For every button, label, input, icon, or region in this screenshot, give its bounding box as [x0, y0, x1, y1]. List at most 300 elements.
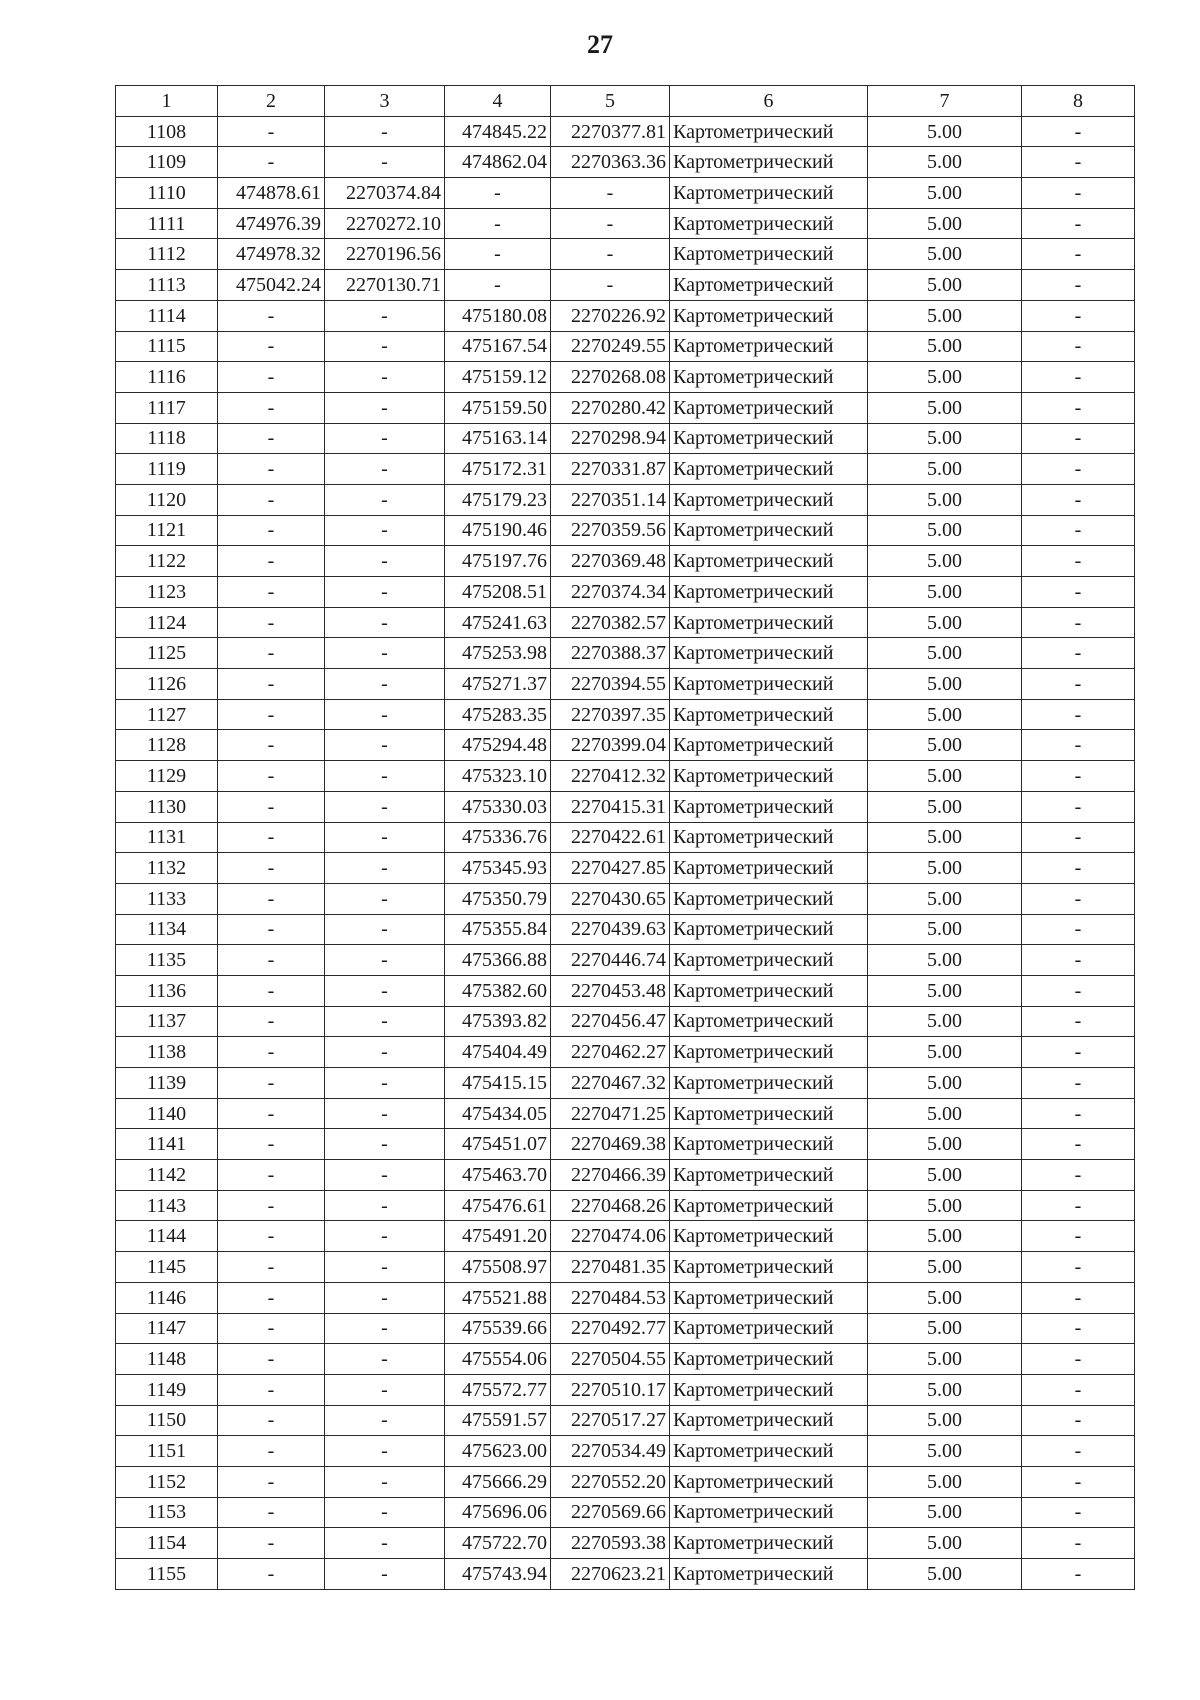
old-y-cell: -: [325, 607, 445, 638]
header-col-5: 5: [551, 86, 670, 117]
old-x-cell: -: [218, 761, 325, 792]
header-col-1: 1: [116, 86, 218, 117]
accuracy-cell: 5.00: [868, 975, 1022, 1006]
new-x-cell: 475521.88: [445, 1282, 551, 1313]
new-y-cell: 2270504.55: [551, 1344, 670, 1375]
table-row: [116, 208, 1135, 239]
old-y-cell: -: [325, 883, 445, 914]
table-row: [116, 392, 1135, 423]
point-number-cell: 1117: [116, 392, 218, 423]
new-x-cell: 475508.97: [445, 1252, 551, 1283]
description-cell: -: [1022, 515, 1135, 546]
new-y-cell: 2270268.08: [551, 362, 670, 393]
new-x-cell: -: [445, 178, 551, 209]
table-row: [116, 1528, 1135, 1559]
old-y-cell: -: [325, 577, 445, 608]
new-y-cell: 2270462.27: [551, 1037, 670, 1068]
old-x-cell: -: [218, 1313, 325, 1344]
old-y-cell: -: [325, 515, 445, 546]
description-cell: -: [1022, 1098, 1135, 1129]
old-y-cell: -: [325, 1313, 445, 1344]
old-y-cell: -: [325, 1190, 445, 1221]
table-row: [116, 914, 1135, 945]
accuracy-cell: 5.00: [868, 392, 1022, 423]
table-row: [116, 484, 1135, 515]
description-cell: -: [1022, 791, 1135, 822]
old-x-cell: -: [218, 116, 325, 147]
point-number-cell: 1127: [116, 699, 218, 730]
method-cell: Картометрический: [670, 392, 868, 423]
new-x-cell: 475491.20: [445, 1221, 551, 1252]
description-cell: -: [1022, 239, 1135, 270]
point-number-cell: 1154: [116, 1528, 218, 1559]
point-number-cell: 1116: [116, 362, 218, 393]
method-cell: Картометрический: [670, 853, 868, 884]
method-cell: Картометрический: [670, 761, 868, 792]
method-cell: Картометрический: [670, 638, 868, 669]
table-row: [116, 791, 1135, 822]
table-row: [116, 1559, 1135, 1590]
table-row: [116, 1466, 1135, 1497]
point-number-cell: 1149: [116, 1374, 218, 1405]
description-cell: -: [1022, 1129, 1135, 1160]
old-y-cell: -: [325, 1374, 445, 1405]
new-y-cell: 2270517.27: [551, 1405, 670, 1436]
description-cell: -: [1022, 730, 1135, 761]
accuracy-cell: 5.00: [868, 1190, 1022, 1221]
old-y-cell: -: [325, 331, 445, 362]
point-number-cell: 1129: [116, 761, 218, 792]
point-number-cell: 1133: [116, 883, 218, 914]
description-cell: -: [1022, 1497, 1135, 1528]
old-x-cell: -: [218, 1344, 325, 1375]
point-number-cell: 1113: [116, 270, 218, 301]
new-y-cell: 2270249.55: [551, 331, 670, 362]
new-x-cell: 475539.66: [445, 1313, 551, 1344]
accuracy-cell: 5.00: [868, 1436, 1022, 1467]
new-y-cell: 2270427.85: [551, 853, 670, 884]
accuracy-cell: 5.00: [868, 1006, 1022, 1037]
new-x-cell: 475722.70: [445, 1528, 551, 1559]
description-cell: -: [1022, 1190, 1135, 1221]
new-x-cell: 475591.57: [445, 1405, 551, 1436]
accuracy-cell: 5.00: [868, 577, 1022, 608]
accuracy-cell: 5.00: [868, 607, 1022, 638]
new-x-cell: 475253.98: [445, 638, 551, 669]
table-row: [116, 1037, 1135, 1068]
new-x-cell: 475463.70: [445, 1160, 551, 1191]
method-cell: Картометрический: [670, 669, 868, 700]
coordinates-table: [115, 85, 1135, 1590]
old-y-cell: -: [325, 147, 445, 178]
accuracy-cell: 5.00: [868, 914, 1022, 945]
new-y-cell: 2270469.38: [551, 1129, 670, 1160]
new-y-cell: 2270359.56: [551, 515, 670, 546]
table-row: [116, 270, 1135, 301]
new-x-cell: 475180.08: [445, 300, 551, 331]
old-y-cell: -: [325, 699, 445, 730]
old-x-cell: -: [218, 1252, 325, 1283]
table-row: [116, 239, 1135, 270]
accuracy-cell: 5.00: [868, 730, 1022, 761]
table-row: [116, 1405, 1135, 1436]
old-y-cell: -: [325, 1068, 445, 1099]
accuracy-cell: 5.00: [868, 1129, 1022, 1160]
new-x-cell: 475572.77: [445, 1374, 551, 1405]
new-y-cell: 2270474.06: [551, 1221, 670, 1252]
table-row: [116, 1160, 1135, 1191]
description-cell: -: [1022, 822, 1135, 853]
point-number-cell: 1108: [116, 116, 218, 147]
old-y-cell: -: [325, 730, 445, 761]
table-row: [116, 178, 1135, 209]
description-cell: -: [1022, 392, 1135, 423]
old-y-cell: -: [325, 853, 445, 884]
table-row: [116, 1374, 1135, 1405]
old-x-cell: 475042.24: [218, 270, 325, 301]
old-y-cell: -: [325, 1037, 445, 1068]
description-cell: -: [1022, 1436, 1135, 1467]
method-cell: Картометрический: [670, 1068, 868, 1099]
new-x-cell: 475382.60: [445, 975, 551, 1006]
method-cell: Картометрический: [670, 1344, 868, 1375]
point-number-cell: 1139: [116, 1068, 218, 1099]
new-x-cell: 475476.61: [445, 1190, 551, 1221]
accuracy-cell: 5.00: [868, 546, 1022, 577]
new-x-cell: 475179.23: [445, 484, 551, 515]
old-x-cell: -: [218, 1282, 325, 1313]
old-x-cell: -: [218, 1374, 325, 1405]
new-y-cell: 2270466.39: [551, 1160, 670, 1191]
new-x-cell: 475163.14: [445, 423, 551, 454]
description-cell: -: [1022, 116, 1135, 147]
description-cell: -: [1022, 853, 1135, 884]
old-x-cell: -: [218, 454, 325, 485]
new-x-cell: 475172.31: [445, 454, 551, 485]
new-y-cell: 2270623.21: [551, 1559, 670, 1590]
new-x-cell: 475666.29: [445, 1466, 551, 1497]
new-y-cell: 2270412.32: [551, 761, 670, 792]
old-x-cell: -: [218, 577, 325, 608]
new-x-cell: 474862.04: [445, 147, 551, 178]
new-y-cell: -: [551, 208, 670, 239]
new-y-cell: 2270369.48: [551, 546, 670, 577]
table-row: [116, 669, 1135, 700]
new-y-cell: 2270351.14: [551, 484, 670, 515]
old-x-cell: -: [218, 1528, 325, 1559]
new-y-cell: 2270280.42: [551, 392, 670, 423]
new-x-cell: 475554.06: [445, 1344, 551, 1375]
old-y-cell: -: [325, 1160, 445, 1191]
new-x-cell: 475283.35: [445, 699, 551, 730]
description-cell: -: [1022, 484, 1135, 515]
method-cell: Картометрический: [670, 515, 868, 546]
old-y-cell: -: [325, 300, 445, 331]
method-cell: Картометрический: [670, 1190, 868, 1221]
description-cell: -: [1022, 1344, 1135, 1375]
old-x-cell: -: [218, 730, 325, 761]
point-number-cell: 1145: [116, 1252, 218, 1283]
accuracy-cell: 5.00: [868, 454, 1022, 485]
header-col-6: 6: [670, 86, 868, 117]
table-body: [116, 116, 1135, 1589]
old-x-cell: -: [218, 1068, 325, 1099]
old-y-cell: -: [325, 1221, 445, 1252]
old-x-cell: -: [218, 853, 325, 884]
old-y-cell: -: [325, 945, 445, 976]
accuracy-cell: 5.00: [868, 699, 1022, 730]
description-cell: -: [1022, 300, 1135, 331]
accuracy-cell: 5.00: [868, 1252, 1022, 1283]
new-x-cell: 475404.49: [445, 1037, 551, 1068]
point-number-cell: 1124: [116, 607, 218, 638]
old-y-cell: -: [325, 761, 445, 792]
accuracy-cell: 5.00: [868, 945, 1022, 976]
method-cell: Картометрический: [670, 975, 868, 1006]
new-y-cell: 2270374.34: [551, 577, 670, 608]
old-x-cell: -: [218, 975, 325, 1006]
method-cell: Картометрический: [670, 914, 868, 945]
accuracy-cell: 5.00: [868, 116, 1022, 147]
point-number-cell: 1112: [116, 239, 218, 270]
method-cell: Картометрический: [670, 1221, 868, 1252]
old-y-cell: -: [325, 822, 445, 853]
point-number-cell: 1143: [116, 1190, 218, 1221]
point-number-cell: 1122: [116, 546, 218, 577]
new-x-cell: 475159.12: [445, 362, 551, 393]
table-row: [116, 1068, 1135, 1099]
method-cell: Картометрический: [670, 1129, 868, 1160]
point-number-cell: 1126: [116, 669, 218, 700]
accuracy-cell: 5.00: [868, 208, 1022, 239]
old-y-cell: -: [325, 1466, 445, 1497]
accuracy-cell: 5.00: [868, 147, 1022, 178]
new-y-cell: 2270569.66: [551, 1497, 670, 1528]
old-y-cell: -: [325, 1436, 445, 1467]
description-cell: -: [1022, 147, 1135, 178]
old-y-cell: 2270130.71: [325, 270, 445, 301]
new-y-cell: 2270331.87: [551, 454, 670, 485]
description-cell: -: [1022, 1252, 1135, 1283]
method-cell: Картометрический: [670, 1006, 868, 1037]
description-cell: -: [1022, 178, 1135, 209]
old-y-cell: -: [325, 975, 445, 1006]
point-number-cell: 1140: [116, 1098, 218, 1129]
accuracy-cell: 5.00: [868, 883, 1022, 914]
accuracy-cell: 5.00: [868, 1497, 1022, 1528]
accuracy-cell: 5.00: [868, 300, 1022, 331]
old-y-cell: -: [325, 1559, 445, 1590]
new-x-cell: 475208.51: [445, 577, 551, 608]
old-x-cell: -: [218, 607, 325, 638]
table-row: [116, 515, 1135, 546]
point-number-cell: 1146: [116, 1282, 218, 1313]
new-x-cell: -: [445, 208, 551, 239]
table-row: [116, 730, 1135, 761]
accuracy-cell: 5.00: [868, 822, 1022, 853]
description-cell: -: [1022, 1160, 1135, 1191]
old-y-cell: -: [325, 1344, 445, 1375]
new-y-cell: 2270397.35: [551, 699, 670, 730]
old-x-cell: -: [218, 638, 325, 669]
method-cell: Картометрический: [670, 1098, 868, 1129]
new-y-cell: 2270481.35: [551, 1252, 670, 1283]
old-x-cell: -: [218, 1190, 325, 1221]
old-y-cell: -: [325, 392, 445, 423]
new-y-cell: 2270422.61: [551, 822, 670, 853]
table-row: [116, 638, 1135, 669]
method-cell: Картометрический: [670, 208, 868, 239]
table-header-row: [116, 86, 1135, 117]
description-cell: -: [1022, 1374, 1135, 1405]
point-number-cell: 1118: [116, 423, 218, 454]
old-x-cell: -: [218, 1037, 325, 1068]
method-cell: Картометрический: [670, 945, 868, 976]
header-col-2: 2: [218, 86, 325, 117]
old-y-cell: -: [325, 362, 445, 393]
old-x-cell: -: [218, 1497, 325, 1528]
table-row: [116, 1252, 1135, 1283]
method-cell: Картометрический: [670, 883, 868, 914]
table-row: [116, 1313, 1135, 1344]
old-x-cell: -: [218, 484, 325, 515]
method-cell: Картометрический: [670, 1436, 868, 1467]
new-y-cell: -: [551, 239, 670, 270]
table-row: [116, 975, 1135, 1006]
table-row: [116, 699, 1135, 730]
old-x-cell: -: [218, 1466, 325, 1497]
point-number-cell: 1109: [116, 147, 218, 178]
new-x-cell: 475743.94: [445, 1559, 551, 1590]
old-x-cell: -: [218, 1129, 325, 1160]
old-x-cell: -: [218, 1405, 325, 1436]
accuracy-cell: 5.00: [868, 1559, 1022, 1590]
description-cell: -: [1022, 761, 1135, 792]
description-cell: -: [1022, 1221, 1135, 1252]
new-x-cell: 475696.06: [445, 1497, 551, 1528]
method-cell: Картометрический: [670, 1282, 868, 1313]
point-number-cell: 1138: [116, 1037, 218, 1068]
accuracy-cell: 5.00: [868, 1037, 1022, 1068]
old-x-cell: -: [218, 1098, 325, 1129]
table-row: [116, 577, 1135, 608]
method-cell: Картометрический: [670, 791, 868, 822]
table-row: [116, 607, 1135, 638]
point-number-cell: 1142: [116, 1160, 218, 1191]
table-row: [116, 1344, 1135, 1375]
old-y-cell: -: [325, 484, 445, 515]
new-x-cell: 475159.50: [445, 392, 551, 423]
old-x-cell: -: [218, 1221, 325, 1252]
method-cell: Картометрический: [670, 699, 868, 730]
point-number-cell: 1134: [116, 914, 218, 945]
method-cell: Картометрический: [670, 607, 868, 638]
new-x-cell: 475345.93: [445, 853, 551, 884]
new-y-cell: 2270439.63: [551, 914, 670, 945]
point-number-cell: 1141: [116, 1129, 218, 1160]
point-number-cell: 1136: [116, 975, 218, 1006]
new-x-cell: 475330.03: [445, 791, 551, 822]
new-x-cell: 475393.82: [445, 1006, 551, 1037]
method-cell: Картометрический: [670, 1466, 868, 1497]
accuracy-cell: 5.00: [868, 638, 1022, 669]
new-y-cell: 2270552.20: [551, 1466, 670, 1497]
old-x-cell: -: [218, 669, 325, 700]
old-x-cell: -: [218, 1559, 325, 1590]
point-number-cell: 1132: [116, 853, 218, 884]
table-row: [116, 883, 1135, 914]
point-number-cell: 1128: [116, 730, 218, 761]
table-row: [116, 331, 1135, 362]
old-x-cell: 474976.39: [218, 208, 325, 239]
point-number-cell: 1155: [116, 1559, 218, 1590]
new-x-cell: 475294.48: [445, 730, 551, 761]
table-row: [116, 822, 1135, 853]
accuracy-cell: 5.00: [868, 1374, 1022, 1405]
point-number-cell: 1115: [116, 331, 218, 362]
new-y-cell: 2270510.17: [551, 1374, 670, 1405]
accuracy-cell: 5.00: [868, 1098, 1022, 1129]
method-cell: Картометрический: [670, 1374, 868, 1405]
old-x-cell: -: [218, 515, 325, 546]
accuracy-cell: 5.00: [868, 791, 1022, 822]
description-cell: -: [1022, 270, 1135, 301]
table-row: [116, 362, 1135, 393]
table-row: [116, 1006, 1135, 1037]
old-x-cell: -: [218, 147, 325, 178]
method-cell: Картометрический: [670, 730, 868, 761]
accuracy-cell: 5.00: [868, 1344, 1022, 1375]
description-cell: -: [1022, 331, 1135, 362]
accuracy-cell: 5.00: [868, 331, 1022, 362]
point-number-cell: 1121: [116, 515, 218, 546]
new-x-cell: 475167.54: [445, 331, 551, 362]
table-row: [116, 1221, 1135, 1252]
method-cell: Картометрический: [670, 239, 868, 270]
accuracy-cell: 5.00: [868, 669, 1022, 700]
old-x-cell: -: [218, 331, 325, 362]
table-row: [116, 116, 1135, 147]
new-x-cell: -: [445, 270, 551, 301]
old-x-cell: -: [218, 392, 325, 423]
new-y-cell: -: [551, 178, 670, 209]
description-cell: -: [1022, 1037, 1135, 1068]
old-x-cell: -: [218, 791, 325, 822]
table-row: [116, 1129, 1135, 1160]
table-row: [116, 454, 1135, 485]
point-number-cell: 1130: [116, 791, 218, 822]
description-cell: -: [1022, 699, 1135, 730]
new-y-cell: 2270446.74: [551, 945, 670, 976]
new-y-cell: 2270226.92: [551, 300, 670, 331]
new-x-cell: 475241.63: [445, 607, 551, 638]
description-cell: -: [1022, 454, 1135, 485]
description-cell: -: [1022, 883, 1135, 914]
old-y-cell: -: [325, 546, 445, 577]
point-number-cell: 1153: [116, 1497, 218, 1528]
header-col-3: 3: [325, 86, 445, 117]
point-number-cell: 1123: [116, 577, 218, 608]
description-cell: -: [1022, 577, 1135, 608]
accuracy-cell: 5.00: [868, 1160, 1022, 1191]
accuracy-cell: 5.00: [868, 1405, 1022, 1436]
table-row: [116, 1282, 1135, 1313]
new-x-cell: 475190.46: [445, 515, 551, 546]
new-x-cell: -: [445, 239, 551, 270]
description-cell: -: [1022, 945, 1135, 976]
accuracy-cell: 5.00: [868, 1282, 1022, 1313]
accuracy-cell: 5.00: [868, 761, 1022, 792]
